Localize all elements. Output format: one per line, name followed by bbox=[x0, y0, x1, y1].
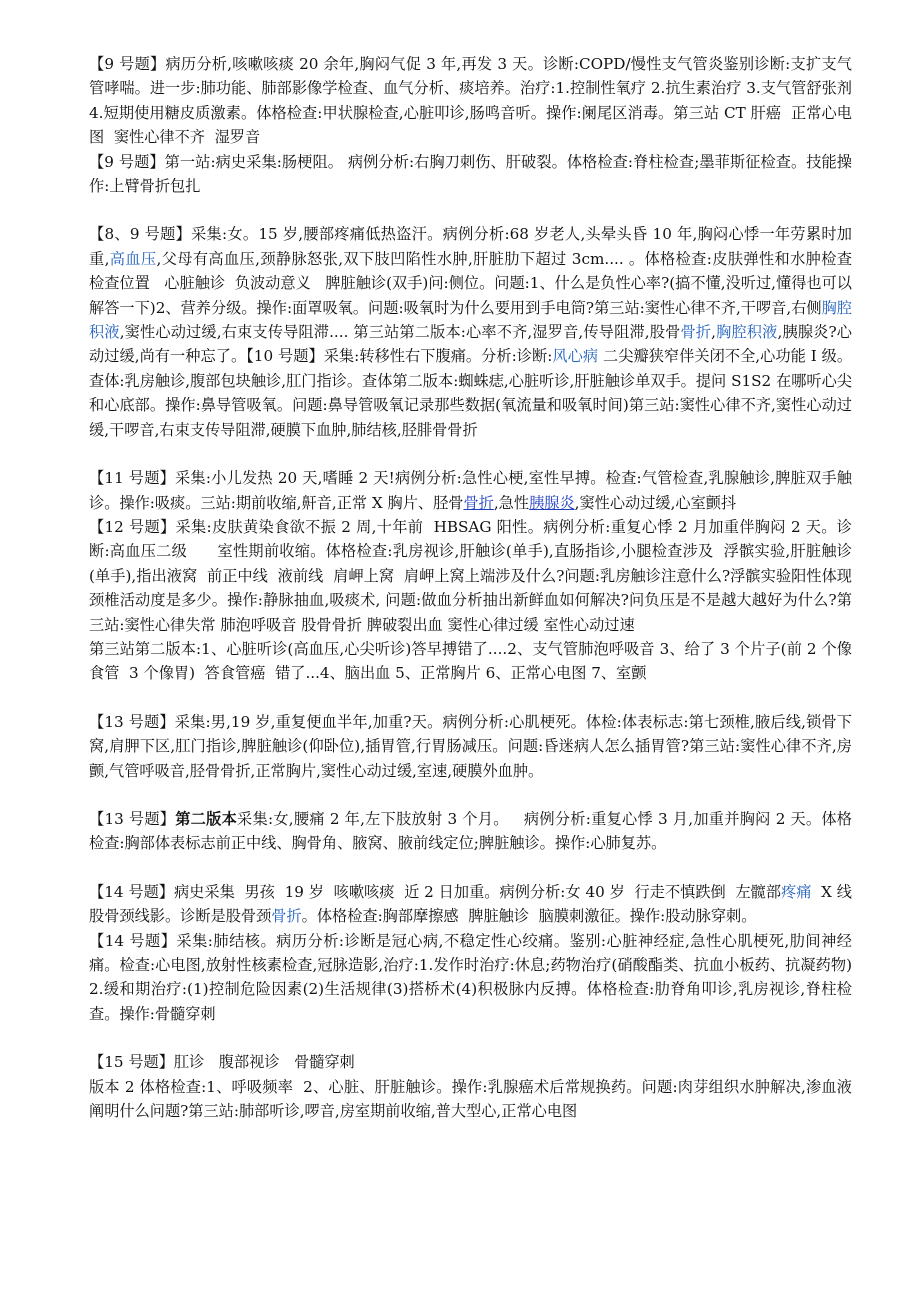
text-run: , bbox=[711, 323, 716, 342]
paragraph-gap bbox=[89, 783, 852, 807]
text-run: 。体格检查:胸部摩擦感 脾脏触诊 脑膜刺激征。操作:股动脉穿刺。 bbox=[301, 907, 757, 926]
paragraph bbox=[89, 710, 852, 783]
text-run: ,窦性心动过缓,右束支传导阻滞.... 第三站第二版本:心率不齐,湿罗音,传导阻滞,股骨 bbox=[119, 323, 681, 342]
text-run: 【13 号题】 bbox=[89, 809, 176, 828]
paragraph bbox=[89, 515, 862, 637]
paragraph bbox=[89, 880, 852, 929]
inline-link[interactable]: 骨折 bbox=[680, 323, 712, 342]
text-run: ,胰腺炎?心动过缓,尚有一种忘了。【10 号题】采集:转移性右下腹痛。分析:诊断: bbox=[89, 323, 852, 366]
text-run: 采集:女,腰痛 2 年,左下肢放射 3 个月。 病例分析:重复心悸 3 月,加重并胸闷 2 天。体格检查:胸部体表标志前正中线、胸骨角、腋窝、腋前线定位;脾脏触诊。操作:心肺复苏。 bbox=[89, 809, 852, 853]
text-run: 【14 号题】采集:肺结核。病历分析:诊断是冠心病,不稳定性心绞痛。鉴别:心脏神经症,急性心肌梗死,肋间神经痛。检查:心电图,放射性核素检查,冠脉造影,治疗:1.发作时治疗:休息;药物治疗(硝酸酯类、抗血小板药、抗凝药物)2.缓和期治疗:(1)控制危险因素(2)生活规律(3)搭桥术(4)积极脉内反搏。体格检查:肋脊角叩诊,乳房视诊,脊柱检查。操作:骨髓穿刺 bbox=[89, 931, 852, 1023]
bold-text: 第二版本 bbox=[175, 809, 238, 828]
inline-link[interactable]: 风心病 bbox=[552, 347, 599, 366]
paragraph bbox=[89, 1075, 852, 1124]
text-run: ,急性 bbox=[493, 493, 530, 512]
paragraph bbox=[89, 929, 852, 1027]
text-run: 版本 2 体格检查:1、呼吸频率 2、心脏、肝脏触诊。操作:乳腺癌术后常规换药。问题:肉芽组织水肿解决,渗血液阐明什么问题?第三站:肺部听诊,啰音,房室期前收缩,普大型心,正常心电图 bbox=[89, 1077, 852, 1121]
inline-link[interactable]: 高血压 bbox=[109, 249, 157, 268]
text-run: 【9 号题】第一站:病史采集:肠梗阻。 病例分析:右胸刀刺伤、肝破裂。体格检查:脊柱检查;墨菲斯征检查。技能操作:上臂骨折包扎 bbox=[89, 152, 852, 196]
text-run: 【14 号题】病史采集 男孩 19 岁 咳嗽咳痰 近 2 日加重。病例分析:女 40 岁 行走不慎跌倒 左髋部 bbox=[89, 882, 782, 901]
paragraph-gap bbox=[89, 198, 852, 222]
text-run: 【15 号题】肛诊 腹部视诊 骨髓穿刺 bbox=[89, 1053, 355, 1072]
text-run: 【11 号题】采集:小儿发热 20 天,嗜睡 2 天!病例分析:急性心梗,室性早搏。检查:气管检查,乳腺触诊,脾脏双手触诊。操作:吸痰。三站:期前收缩,鼾音,正常 X 胸片、胫骨 bbox=[89, 469, 852, 512]
paragraph bbox=[89, 637, 852, 686]
paragraph bbox=[89, 52, 857, 150]
text-run: ,窦性心动过缓,心室颤抖 bbox=[574, 493, 737, 512]
text-run: 第三站第二版本:1、心脏听诊(高血压,心尖听诊)答早搏错了....2、支气管肺泡呼吸音 3、给了 3 个片子(前 2 个像食管 3 个像胃) 答食管癌 错了...4、脑出血 5、正常胸片 6、正常心电图 7、室颤 bbox=[89, 639, 852, 683]
paragraph-gap bbox=[89, 856, 852, 880]
paragraph bbox=[89, 466, 852, 515]
inline-link[interactable]: 胸腔积液 bbox=[715, 323, 778, 342]
inline-link[interactable]: 胰腺炎 bbox=[529, 493, 575, 512]
paragraph bbox=[89, 222, 862, 442]
text-run: 【9 号题】病历分析,咳嗽咳痰 20 余年,胸闷气促 3 年,再发 3 天。诊断:COPD/慢性支气管炎鉴别诊断:支扩支气管哮喘。进一步:肺功能、肺部影像学检查、血气分析、痰培养。治疗:1.控制性氧疗 2.抗生素治疗 3.支气管舒张剂 4.短期使用糖皮质激素。体格检查:甲状腺检查,心脏叩诊,肠鸣音听。操作:阑尾区消毒。第三站 CT 肝癌 正常心电图 窦性心律不齐 湿罗音 bbox=[89, 55, 857, 147]
text-run: X 线股骨颈线影。诊断是股骨颈 bbox=[89, 882, 852, 926]
text-run: 【13 号题】采集:男,19 岁,重复便血半年,加重?天。病例分析:心肌梗死。体检:体表标志:第七颈椎,腋后线,锁骨下窝,肩胛下区,肛门指诊,脾脏触诊(仰卧位),插胃管,行胃肠减压。问题:昏迷病人怎么插胃管?第三站:窦性心律不齐,房颤,气管呼吸音,胫骨骨折,正常胸片,窦性心动过缓,室速,硬膜外血肿。 bbox=[89, 712, 852, 780]
paragraph bbox=[89, 150, 852, 199]
text-run: 【8、9 号题】采集:女。15 岁,腰部疼痛低热盗汗。病例分析:68 岁老人,头晕头昏 10 年,胸闷心悸一年劳累时加重, bbox=[89, 225, 852, 268]
paragraph bbox=[89, 807, 852, 856]
paragraph bbox=[89, 1050, 852, 1074]
inline-link[interactable]: 骨折 bbox=[271, 907, 302, 926]
inline-link[interactable]: 胸腔积液 bbox=[89, 298, 852, 342]
paragraph-gap bbox=[89, 442, 852, 466]
text-run: ,父母有高血压,颈静脉怒张,双下肢凹陷性水肿,肝脏肋下超过 3cm.... 。体格检查:皮肤弹性和水肿检查 检查位置 心脏触诊 负波动意义 脾脏触诊(双手)问:侧位。问题:1、什么是负性心率?(搞不懂,没听过,懂得也可以解答一下)2、营养分级。操作:面罩吸氧。问题:吸氧时为什么要用到手电筒?第三站:窦性心律不齐,干啰音,右侧 bbox=[89, 249, 862, 317]
inline-link[interactable]: 疼痛 bbox=[781, 882, 812, 901]
paragraph-gap bbox=[89, 1026, 852, 1050]
text-run: 二尖瓣狭窄伴关闭不全,心功能 I 级。查体:乳房触诊,腹部包块触诊,肛门指诊。查体第二版本:蜘蛛痣,心脏听诊,肝脏触诊单双手。提问 S1S2 在哪听心尖和心底部。操作:鼻导管吸氧。问题:鼻导管吸氧记录那些数据(氧流量和吸氧时间)第三站:窦性心律不齐,窦性心动过缓,干啰音,右束支传导阻滞,硬膜下血肿,肺结核,胫腓骨骨折 bbox=[89, 347, 853, 439]
text-run: 【12 号题】采集:皮肤黄染食欲不振 2 周,十年前 HBSAG 阳性。病例分析:重复心悸 2 月加重伴胸闷 2 天。诊断:高血压二级 室性期前收缩。体格检查:乳房视诊,肝触诊(单手),直肠指诊,小腿检查涉及 浮髌实验,肝脏触诊(单手),指出液窝 前正中线 液前线 肩岬上窝 肩岬上窝上端涉及什么?问题:乳房触诊注意什么?浮髌实验阳性体现 颈椎活动度是多少。操作:静脉抽血,吸痰术, 问题:做血分析抽出新鲜血如何解决?问负压是不是越大越好为什么?第三站:窦性心律失常 肺泡呼吸音 股骨骨折 脾破裂出血 窦性心律过缓 室性心动过速 bbox=[89, 517, 862, 634]
paragraph-gap bbox=[89, 686, 852, 710]
inline-link[interactable]: 骨折 bbox=[463, 493, 494, 512]
